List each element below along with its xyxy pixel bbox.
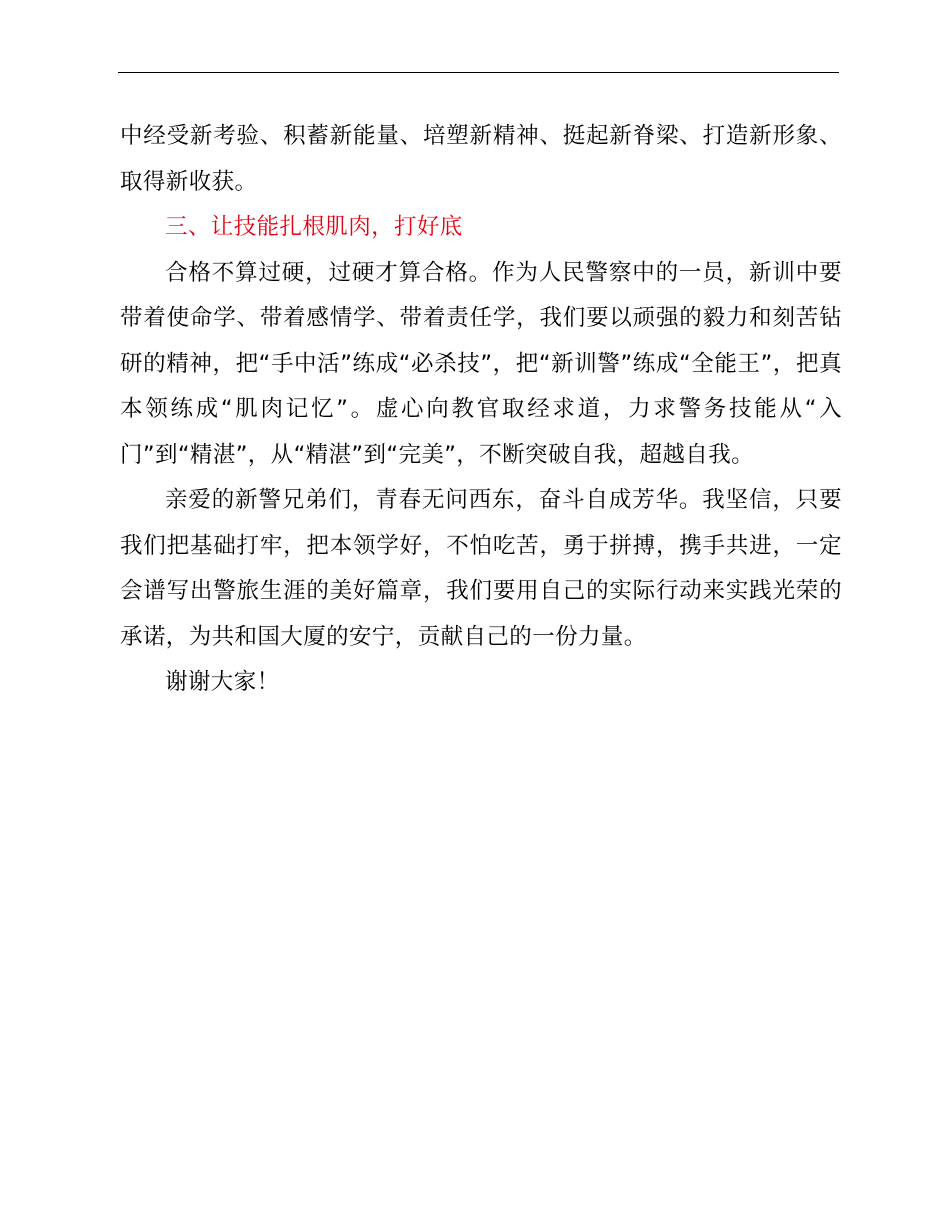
paragraph-continuation: 中经受新考验、积蓄新能量、培塑新精神、挺起新脊梁、打造新形象、取得新收获。 xyxy=(120,123,842,195)
header-rule xyxy=(118,72,839,73)
paragraph-thanks: 谢谢大家！ xyxy=(165,669,280,695)
section-heading: 三、让技能扎根肌肉，打好底 xyxy=(165,214,463,240)
paragraph-skills: 合格不算过硬，过硬才算合格。作为人民警察中的一员，新训中要带着使命学、带着感情学、带着责任学，我们要以顽强的毅力和刻苦钻研的精神，把“手中活”练成“必杀技”，把“新训警”练成“全能王”，把真本领练成“肌肉记忆”。虚心向教官取经求道，力求警务技能从“入门”到“精湛”，从“精湛”到“完美”，不断突破自我，超越自我。 xyxy=(120,259,842,468)
document-body xyxy=(120,114,842,706)
paragraph-encouragement: 亲爱的新警兄弟们，青春无问西东，奋斗自成芳华。我坚信，只要我们把基础打牢，把本领学好，不怕吃苦，勇于拼搏，携手共进，一定会谱写出警旅生涯的美好篇章，我们要用自己的实际行动来实践光荣的承诺，为共和国大厦的安宁，贡献自己的一份力量。 xyxy=(120,487,842,650)
